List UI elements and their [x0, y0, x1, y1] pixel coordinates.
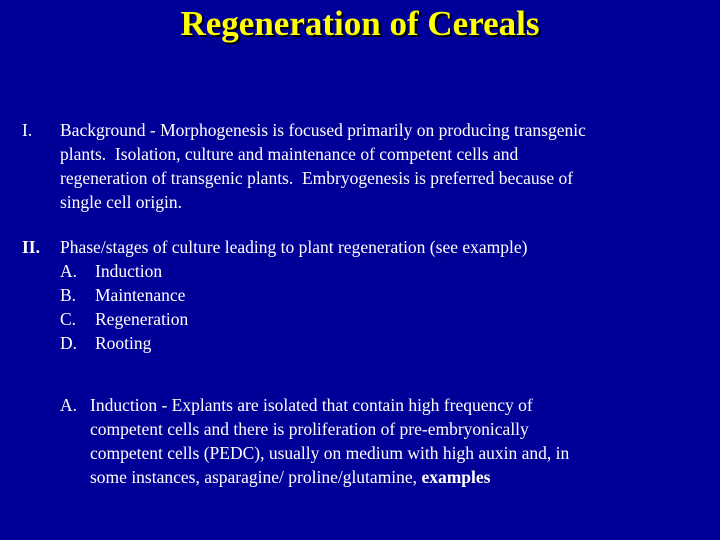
induction-line-2: competent cells and there is proliferation of pre-embryonically: [90, 419, 529, 439]
phases-line: Phase/stages of culture leading to plant regeneration (see example): [60, 237, 528, 257]
phase-letter: D.: [60, 333, 78, 353]
phase-letter: C.: [60, 309, 77, 329]
induction-line-1: Explants are isolated that contain high frequency of: [171, 395, 533, 415]
induction-line-4-text: some instances, asparagine/ proline/glutamine,: [90, 467, 418, 487]
phase-item-regeneration: [60, 307, 700, 331]
induction-heading: Induction: [90, 395, 158, 415]
section-phases-body: [60, 235, 700, 355]
phase-label: Induction: [95, 261, 163, 281]
phase-item-maintenance: [60, 283, 700, 307]
phase-letter: A.: [60, 261, 78, 281]
heading-separator: -: [145, 120, 161, 140]
phase-letter: B.: [60, 285, 77, 305]
background-line-2: plants. Isolation, culture and maintenance of competent cells and: [60, 144, 519, 164]
phase-label: Maintenance: [95, 285, 186, 305]
background-line-4: single cell origin.: [60, 192, 182, 212]
slide-title: Regeneration of Cereals: [180, 4, 540, 43]
section-background-body: [60, 118, 700, 214]
phase-item-induction: [60, 259, 700, 283]
induction-letter: A.: [60, 395, 78, 415]
phase-item-rooting: [60, 331, 700, 355]
section-number-1: I.: [22, 120, 33, 140]
induction-line-4: [60, 465, 680, 489]
phase-label: Rooting: [95, 333, 152, 353]
background-line-3: regeneration of transgenic plants. Embryogenesis is preferred because of: [60, 168, 574, 188]
induction-separator: -: [157, 395, 172, 415]
section-number-2: II.: [22, 237, 40, 257]
induction-line-3: competent cells (PEDC), usually on medium with high auxin and, in: [90, 443, 570, 463]
section-background-heading: Background: [60, 120, 146, 140]
background-line-1: Morphogenesis is focused primarily on producing transgenic: [160, 120, 586, 140]
examples-link[interactable]: examples: [421, 467, 491, 487]
induction-paragraph: [60, 393, 680, 489]
phase-label: Regeneration: [95, 309, 189, 329]
